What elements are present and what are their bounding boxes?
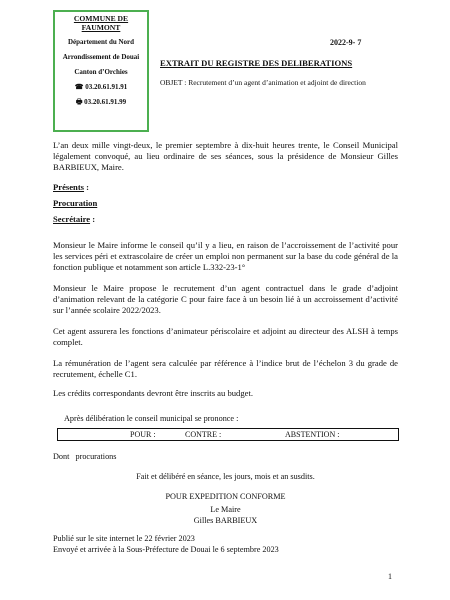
body-paragraph-2: Monsieur le Maire propose le recrutement d’un agent contractuel dans le grade d’adjoint d’animation relevant de la catégorie C pour faire face à un besoin lié à un accroissement d’activité sur l’année scolaire 2022/2023. xyxy=(53,283,398,315)
signatory-role: Le Maire xyxy=(210,505,241,514)
commune-name: COMMUNE DE FAUMONT xyxy=(73,14,129,32)
presents-label xyxy=(53,182,89,192)
presents-heading: Présents xyxy=(53,182,85,192)
secretaire-label xyxy=(53,214,95,224)
publication-notice: Publié sur le site internet le 22 février 2023 xyxy=(53,534,195,543)
prefecture-notice: Envoyé et arrivée à la Sous-Préfecture de Douai le 6 septembre 2023 xyxy=(53,545,279,554)
closing-statement: Fait et délibéré en séance, les jours, mois et an susdits. xyxy=(136,472,315,481)
vote-abstention: ABSTENTION : xyxy=(285,430,340,439)
body-paragraph-4: La rémunération de l’agent sera calculée par référence à l’indice brut de l’échelon 3 du grade de recrutement, échelle C1. xyxy=(53,358,398,379)
secretaire-colon: : xyxy=(90,214,96,224)
vote-contre: CONTRE : xyxy=(185,430,222,439)
procuration-heading: Procuration xyxy=(53,198,98,208)
signatory-name: Gilles BARBIEUX xyxy=(193,516,258,525)
document-subject: OBJET : Recrutement d’un agent d’animation et adjoint de direction xyxy=(160,78,366,87)
intro-paragraph: L’an deux mille vingt-deux, le premier septembre à dix-huit heures trente, le Conseil Municipal légalement convoqué, au lieu ordinaire de ses séances, sous la présidence de Monsieur Gilles BARBIEUX, Maire. xyxy=(53,140,398,172)
commune-header-box xyxy=(53,10,149,132)
procurations-count: Dont procurations xyxy=(53,452,117,461)
expedition-conforme: POUR EXPEDITION CONFORME xyxy=(165,492,286,501)
vote-table xyxy=(57,428,399,441)
arrondissement-label: Arrondissement de Douai xyxy=(62,53,140,61)
departement-label: Département du Nord xyxy=(67,38,135,46)
deliberation-intro: Après délibération le conseil municipal se prononce : xyxy=(64,414,239,423)
presents-colon: : xyxy=(84,182,90,192)
fax-number: 🖶 03.20.61.91.99 xyxy=(75,98,127,106)
canton-label: Canton d’Orchies xyxy=(74,68,128,76)
document-title: EXTRAIT DU REGISTRE DES DELIBERATIONS xyxy=(160,58,353,68)
page-number: 1 xyxy=(388,572,392,581)
body-paragraph-3: Cet agent assurera les fonctions d’animateur périscolaire et adjoint au directeur des ALSH à temps complet. xyxy=(53,326,398,347)
deliberation-reference: 2022-9- 7 xyxy=(330,38,362,47)
body-paragraph-5: Les crédits correspondants devront être inscrits au budget. xyxy=(53,388,253,398)
vote-pour: POUR : xyxy=(130,430,156,439)
procuration-label xyxy=(53,198,97,208)
secretaire-heading: Secrétaire xyxy=(53,214,91,224)
body-paragraph-1: Monsieur le Maire informe le conseil qu’il y a lieu, en raison de l’accroissement de l’activité pour les services péri et extrascolaire de créer un emploi non permanent sur la base du code général de la fonction publique et notamment son article L.332-23-1° xyxy=(53,240,398,272)
phone-number: ☎ 03.20.61.91.91 xyxy=(74,83,128,91)
